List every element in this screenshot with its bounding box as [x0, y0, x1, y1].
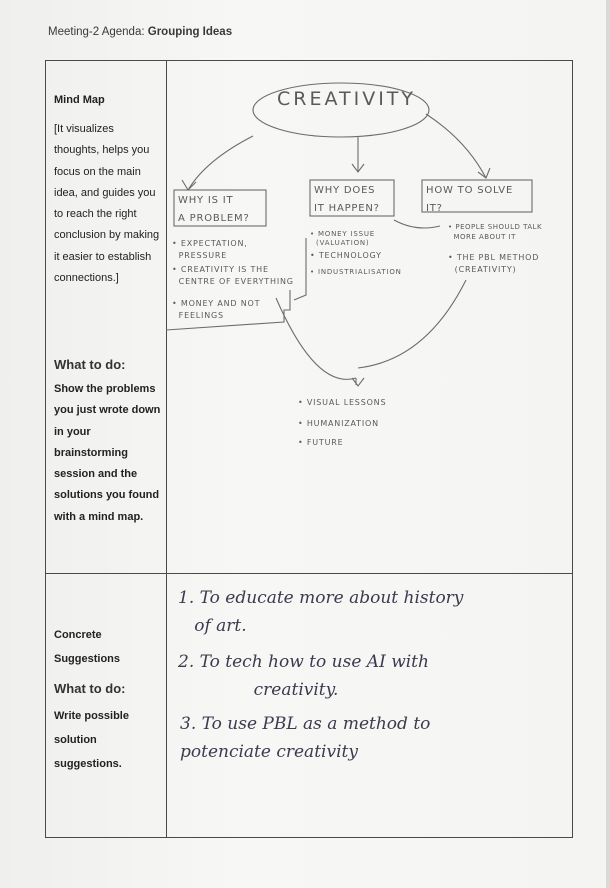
page-title [48, 26, 232, 38]
title-text: Grouping Ideas [147, 26, 233, 38]
mind-map-description: [It visualizes thoughts, helps you focus on the main idea, and guides you to reach the right conclusion by making it easier to establish connections.] [54, 123, 160, 285]
outcome-3: • FUTURE [298, 438, 344, 447]
branch-3-item-1: • PEOPLE SHOULD TALK MORE ABOUT IT [448, 223, 543, 241]
connector-right [426, 114, 486, 178]
branch-1-item-1: • EXPECTATION, PRESSURE [172, 239, 248, 260]
branch-heading-3: HOW TO SOLVE IT? [426, 185, 514, 214]
branch-2-item-3: • INDUSTRIALISATION [310, 268, 402, 276]
outcome-2: • HUMANIZATION [298, 419, 379, 428]
mind-map-heading: Mind Map [54, 94, 105, 106]
what-to-do-label-2: What to do: [54, 681, 126, 696]
title-prefix: Meeting-2 Agenda: [48, 26, 148, 38]
branch-heading-2: WHY DOES IT HAPPEN? [314, 185, 380, 214]
connector-left [188, 136, 253, 190]
mind-map-instructions: Show the problems you just wrote down in your brainstorming session and the solutions you found with a mind map. [54, 383, 161, 523]
branch-1-item-3: • MONEY AND NOT FEELINGS [172, 299, 261, 320]
outcome-1: • VISUAL LESSONS [298, 398, 387, 407]
branch-1-item-2: • CREATIVITY IS THE CENTRE OF EVERYTHING [172, 265, 294, 286]
suggestion-3: 3. To use PBL as a method to potenciate creativity [180, 714, 431, 762]
branch-3-item-2: • THE PBL METHOD (CREATIVITY) [448, 253, 540, 274]
row-divider [46, 573, 572, 574]
concrete-suggestions-heading: Concrete Suggestions [54, 629, 121, 665]
branch-2-item-1: • MONEY ISSUE (VALUATION) [310, 230, 375, 247]
connector-bottom-right [358, 280, 466, 368]
branch-2-item-2: • TECHNOLOGY [310, 251, 382, 260]
branch-heading-1: WHY IS IT A PROBLEM? [178, 195, 250, 224]
suggestion-1: 1. To educate more about history of art. [178, 588, 464, 636]
what-to-do-label: What to do: [54, 357, 126, 372]
center-topic: CREATIVITY [277, 88, 417, 110]
suggestion-2: 2. To tech how to use AI with creativity. [178, 652, 429, 700]
suggestions-instructions: Write possible solution suggestions. [54, 710, 129, 770]
